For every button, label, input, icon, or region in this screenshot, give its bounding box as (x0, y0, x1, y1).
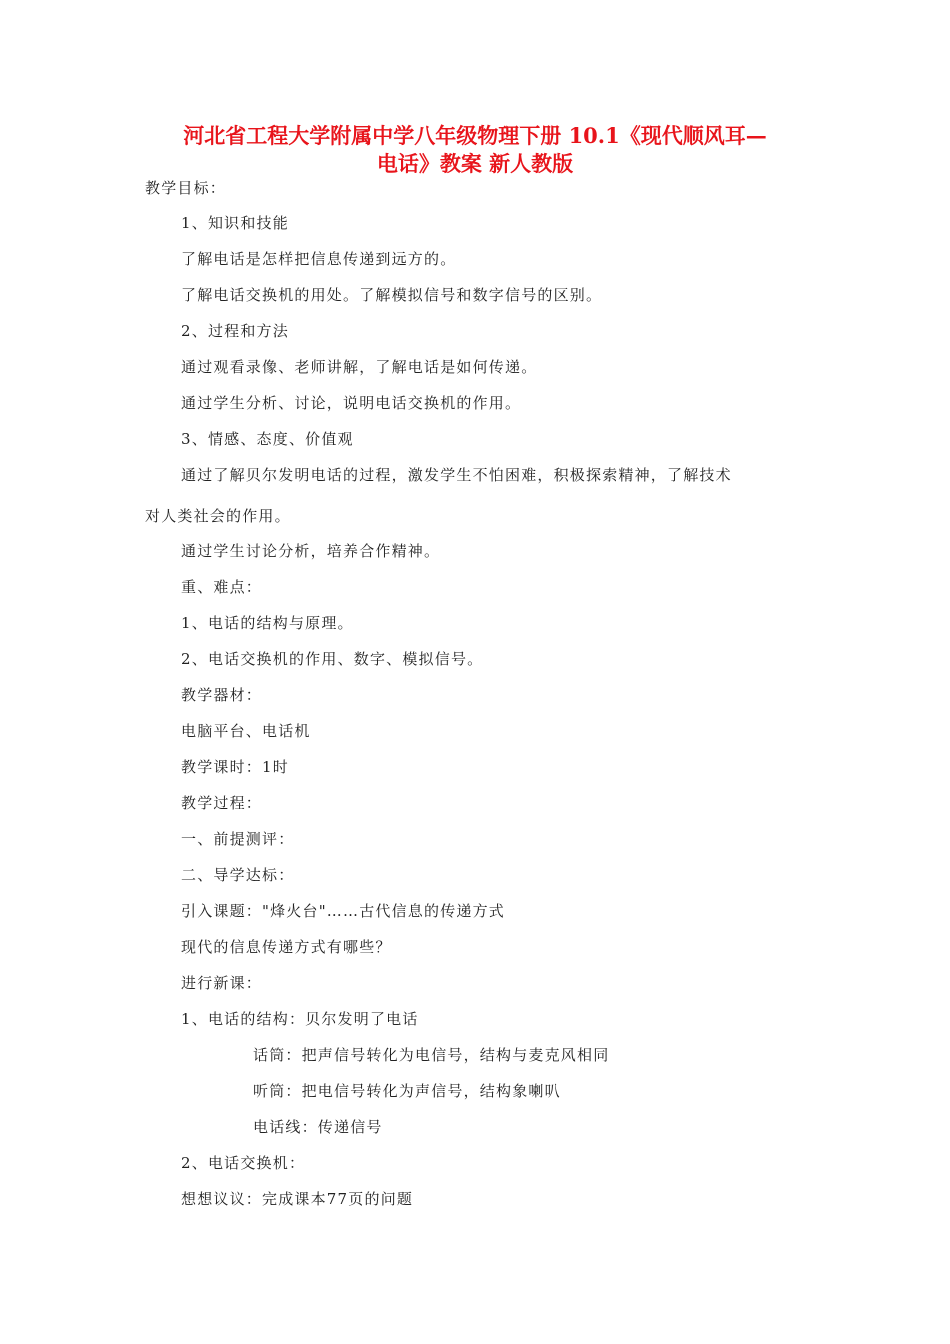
text-line: 教学课时：1时 (181, 758, 289, 776)
text-line: 2、过程和方法 (181, 322, 289, 340)
text-line: 1、电话的结构：贝尔发明了电话 (181, 1010, 419, 1028)
document-title-line-2: 电话》教案 新人教版 (376, 151, 574, 176)
text-line: 话筒：把声信号转化为电信号，结构与麦克风相同 (253, 1046, 610, 1064)
text-line: 二、导学达标： (181, 866, 295, 884)
text-line: 2、电话交换机： (181, 1154, 306, 1172)
text-line: 1、知识和技能 (181, 214, 289, 232)
text-line: 电话线：传递信号 (253, 1118, 383, 1136)
text-line: 教学器材： (181, 686, 263, 704)
text-line: 想想议议：完成课本77页的问题 (181, 1190, 414, 1208)
text-line: 教学目标： (145, 179, 227, 197)
text-line: 3、情感、态度、价值观 (181, 430, 354, 448)
text-line: 通过学生分析、讨论，说明电话交换机的作用。 (181, 394, 522, 412)
text-line: 听筒：把电信号转化为声信号，结构象喇叭 (253, 1082, 561, 1100)
document-title-line-1: 河北省工程大学附属中学八年级物理下册 10.1《现代顺风耳— (183, 123, 767, 148)
text-line: 2、电话交换机的作用、数字、模拟信号。 (181, 650, 484, 668)
text-line: 教学过程： (181, 794, 263, 812)
text-line: 对人类社会的作用。 (145, 507, 291, 525)
text-line: 通过学生讨论分析，培养合作精神。 (181, 542, 441, 560)
text-line: 进行新课： (181, 974, 263, 992)
text-line: 通过观看录像、老师讲解，了解电话是如何传递。 (181, 358, 538, 376)
text-line: 现代的信息传递方式有哪些？ (181, 938, 392, 956)
text-line: 了解电话交换机的用处。了解模拟信号和数字信号的区别。 (181, 286, 603, 304)
text-line: 通过了解贝尔发明电话的过程，激发学生不怕困难，积极探索精神，了解技术 (181, 466, 732, 484)
text-line: 一、前提测评： (181, 830, 295, 848)
text-line: 1、电话的结构与原理。 (181, 614, 354, 632)
text-line: 了解电话是怎样把信息传递到远方的。 (181, 250, 457, 268)
text-line: 引入课题："烽火台"……古代信息的传递方式 (181, 902, 506, 920)
text-line: 重、难点： (181, 578, 263, 596)
text-line: 电脑平台、电话机 (181, 722, 311, 740)
